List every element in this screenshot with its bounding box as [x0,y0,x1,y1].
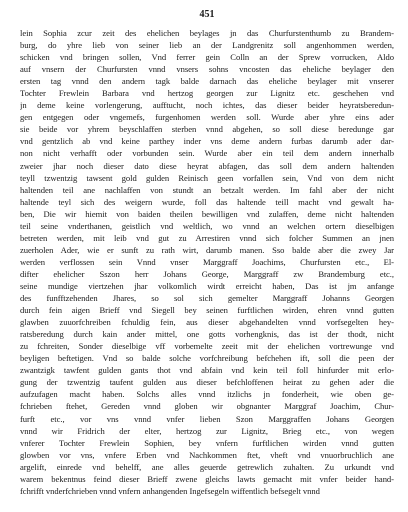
text-line: gen entgegen oder vngemefs, furgenhomen werden soll. Wurde aber yhre eins ader [20,112,394,123]
text-line: durch fein aigen Brieff vnd Siegell bey seinen furftlichen wirden, ehren vnnd gutten [20,305,394,316]
text-line: haltende teyl sich des weigern wurde, foll das haltende teill macht vnd gewalt ha- [20,196,394,207]
text-line: vnd gentzlich ab vnd keine parthey inder vns deme andern furbas darumb ader dar- [20,136,394,147]
text-line: difter ehelicher Sszon herr Johans George, Marggraff zw Brandemburg etc., [20,268,394,279]
text-line: teil seine vnderthanen, geistlich vnd weltlich, wo vnnd an welchen ortern dieselbigen [20,220,394,231]
text-line: ratsberedung durch kain ander mittel, one gotts vorhengknis, das ist der thodt, nicht [20,329,394,340]
text-line: zuerholen Ader, wie er sunft zu rath wirt, darumb manen. Sso balde aber die zwey Jar [20,244,394,255]
text-line: sie beide vor yhrem beyschlaffen sterben vnnd abgehen, so soll diese beredunge gar [20,124,394,135]
text-line: argelift, einrede vnd behelff, ane alles geuerde getrewlich zuhalten. Zu urkundt vnd [20,461,394,472]
text-line: betreten werden, mit leib vnd gut zu Arrestiren vnnd sich folcher Summen an jnen [20,232,394,243]
text-line: zweier jhar noch dieser dato diese heyrat abfagen, das soll dem andern haltenden [20,160,394,171]
text-line: des funfftzehenden Jhares, so sol sich gemelter Marggraff Johanns Georgen [20,293,394,304]
body-text [20,27,394,497]
text-line: lein Sophia zcur zeit des ehelichen beylages jn das Churfurstenthumb zu Brandem- [20,28,394,38]
text-line: beyligen beftetigen. Vnd so balde solche vorfchreibung befchehen ift, soll die peen der [20,353,394,364]
text-line: ersten tag vnnd den andern tagk balde darnach das eheliche beylager mit vnserer [20,76,394,87]
text-line: fchrifft vnderfchrieben vnnd vnfern anhangenden Ingefsegeln wiffentlich befsegelt vnnd [20,485,320,496]
text-line: glowben vor vns, vnfere Erben vnd Nachkommen ftet, vheft vnd vnuorbruchlich ane [20,449,394,460]
text-line: seine mundige viertzehen jhar volkomlich wirdt erreicht haben, Das ist jm anfange [20,280,394,291]
text-line: glawben zuuorfchreiben fchuldig fein, aus dieser abgehandelten vnnd vorfsegelten hey- [20,317,394,328]
text-line: burg, do yhre lieb von seiner lieb an der Landgrenitz soll angenhommen werden, [20,40,394,51]
text-line: zu fchreiten, Sonder dieselbige vff vorbemelte zeeit mit der ehelichen vortrewunge vnd [20,341,394,352]
text-line: teyll tzwentzig tawsent gold gulden Reinisch geen vorfallen sein, Vnd von dem nicht [20,172,394,183]
text-line: jn deme keine vorlengerung, aufftucht, noch ichtes, das dieser beider heyratsberedun- [20,100,394,111]
text-line: ben, Die wir hiemit von baiden theilen bewilligen vnd zulaffen, deme nicht haltenden [20,208,394,219]
page-number: 451 [199,9,215,20]
text-line: furft etc., vor vns vnnd vnfer lieben Szon Marggraffen Johans Georgen [20,413,394,424]
text-line: vnferer Tochter Frewlein Sophien, bey vnfern furftlichen wirden vnnd gutten [20,437,394,448]
text-line: gung der tzwentzig taufent gulden aus dieser befchloffenen heirat zu gehen ader die [20,377,394,388]
text-line: fchrieben ftehet, Gereden vnnd globen wir obgnanter Marggraf Joachim, Chur- [20,401,394,412]
text-line: aufzufagen macht haben. Solchs alles vnnd itzlichs jn fonderheit, wie oben ge- [20,389,394,400]
text-line: vnnd wir Fridrich der elter, hertzog zur Lignitz, Brieg etc., von wegen [20,425,394,436]
text-line: non nicht verhafft oder vorbunden sein. Wurde aber ein teil dem andern innerhalb [20,148,394,159]
text-line: werden verflossen sein Vnnd vnser Marggraff Joachims, Churfursten etc., El- [20,256,394,267]
text-line: schicken vnd bringen sollen, Vnd ferrer gein Colln an der Sprew vorrucken, Aldo [20,52,394,63]
text-line: Tochter Frewlein Barbara vnd hertzog georgen zur Lignitz etc. geschehen vnd [20,88,394,99]
text-line: auf vnsern der Churfursten vnnd vnsers sohns vncosten das eheliche beylager den [20,64,394,75]
text-line: warem bekentnus feind dieser Brieff zwene gleichs lawts gemacht mit vnfer beider hand- [20,473,394,484]
text-line: zwantzigk tawfent gulden gants thot vnd abfain vnd kein teil foll hinfurder mit erlo- [20,365,394,376]
text-line: haltenden teil ane nachlaffen von stundt an betzalt werden. Im fahl aber der nicht [20,184,394,195]
